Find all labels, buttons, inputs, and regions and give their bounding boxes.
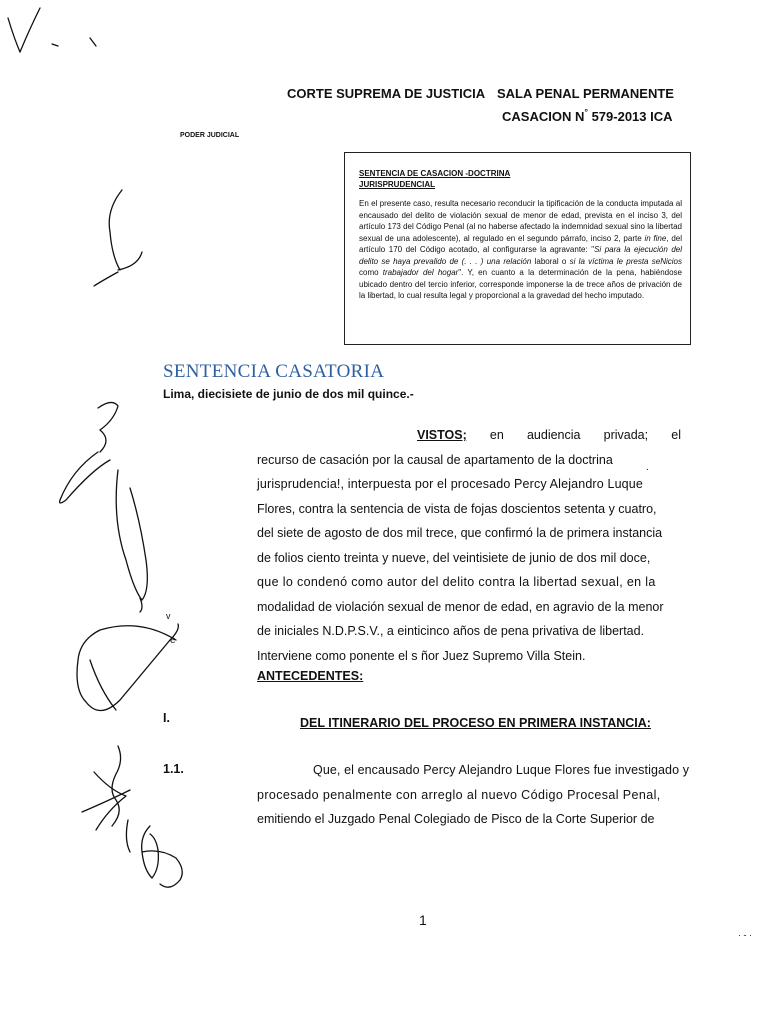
vistos-w5: el bbox=[671, 428, 681, 442]
chamber-name: SALA PENAL PERMANENTE bbox=[497, 86, 674, 101]
summary-title-line1: SENTENCIA DE CASACION -DOCTRINA bbox=[359, 169, 511, 178]
summary-box bbox=[344, 152, 691, 345]
item-1-1-paragraph bbox=[257, 758, 690, 832]
signature-2 bbox=[0, 0, 200, 920]
page-number: 1 bbox=[419, 912, 427, 928]
case-number bbox=[502, 109, 673, 124]
item-1-1-line-3: emitiendo el Juzgado Penal Colegiado de Pisco de la Corte Superior de bbox=[257, 812, 655, 826]
court-name: CORTE SUPREMA DE JUSTICIA bbox=[287, 86, 486, 101]
summary-body-i: ". Y, en cuanto a la determinación de la pena, habiéndose ubicado dentro del tercio inferior, corresponde imponerse la de trece años de privación de la libertad, lo cual resulta legal y proporcional a la gravedad del hecho imputado. bbox=[359, 268, 683, 300]
vistos-paragraph bbox=[257, 423, 681, 668]
summary-body-a: En el presente caso, resulta necesario reconducir la tipificación de la conducta imputada al encausado del delito de violación sexual de menor de edad, prevista en el inciso 3, del artículo 173 del Código Penal (al no haberse afectado la indemnidad sexual sino la libertad sexual de una adolescente), al regulado en el segundo párrafo, inciso 2, parte bbox=[359, 199, 682, 243]
case-prefix: CASACION N bbox=[502, 109, 585, 124]
vistos-w2: en bbox=[489, 428, 504, 442]
vistos-line-6: de folios ciento treinta y nueve, del veintisiete de junio de dos mil doce, bbox=[257, 550, 651, 565]
summary-body-f: si la víctima le presta seNicios bbox=[569, 256, 682, 266]
vistos-line-3: jurisprudencia!, interpuesta por el procesado Percy Alejandro Luque bbox=[257, 477, 643, 491]
vistos-line-1 bbox=[257, 423, 681, 448]
date-line: Lima, diecisiete de junio de dos mil quince.- bbox=[163, 387, 414, 401]
vistos-line-10: Interviene como ponente el s ñor Juez Supremo Villa Stein. bbox=[257, 648, 586, 663]
item-1-1-line-2: procesado penalmente con arreglo al nuevo Código Procesal Penal, bbox=[257, 787, 661, 802]
margin-mark-bottom: · - · bbox=[738, 930, 752, 940]
branch-label: PODER JUDICIAL bbox=[180, 132, 240, 139]
vistos-label: VISTOS; bbox=[417, 428, 467, 442]
summary-body-c: , del artículo 170 del Código acotado, al configurarse la agravante: " bbox=[359, 233, 682, 254]
antecedentes-heading: ANTECEDENTES: bbox=[257, 669, 364, 683]
vistos-line-2: recurso de casación por la causal de apartamento de la doctrina bbox=[257, 452, 613, 467]
summary-body-g: como bbox=[359, 268, 383, 277]
item-1-1-line-1: Que, el encausado Percy Alejandro Luque Flores fue investigado y bbox=[313, 763, 690, 777]
item-1-1-number: 1.1. bbox=[163, 762, 184, 776]
vistos-w3: audiencia bbox=[526, 428, 581, 442]
summary-body-d: Si para la ejecución del delito se haya prevalido de (. . . ) una relación bbox=[359, 245, 682, 266]
vistos-line-8: modalidad de violación sexual de menor de edad, en agravio de la menor bbox=[257, 599, 664, 614]
summary-body-h: trabajador del hogar bbox=[382, 268, 459, 277]
vistos-line-5: del siete de agosto de dos mil trece, que confirmó la de primera instancia bbox=[257, 526, 663, 540]
case-number-value: 579-2013 ICA bbox=[591, 109, 673, 124]
vistos-line-7: que lo condenó como autor del delito contra la libertad sexual, en la bbox=[257, 575, 656, 589]
document-title: SENTENCIA CASATORIA bbox=[163, 361, 385, 382]
margin-mark-e: e bbox=[170, 635, 176, 646]
vistos-line-9: de iniciales N.D.P.S.V., a einticinco años de pena privativa de libertad. bbox=[257, 624, 645, 638]
case-degree: ° bbox=[584, 107, 588, 117]
summary-body bbox=[359, 198, 682, 302]
vistos-w4: privada; bbox=[603, 428, 649, 442]
section-1-number: I. bbox=[163, 711, 170, 725]
stray-dot: . bbox=[646, 462, 649, 473]
margin-mark-v: v bbox=[166, 611, 171, 621]
vistos-line-4: Flores, contra la sentencia de vista de fojas doscientos setenta y cuatro, bbox=[257, 501, 657, 516]
section-1-title: DEL ITINERARIO DEL PROCESO EN PRIMERA INSTANCIA: bbox=[300, 716, 651, 730]
summary-body-e: laboral o bbox=[531, 256, 570, 266]
summary-body-b: in fine bbox=[644, 233, 667, 243]
summary-title-line2: JURISPRUDENCIAL bbox=[359, 180, 436, 189]
